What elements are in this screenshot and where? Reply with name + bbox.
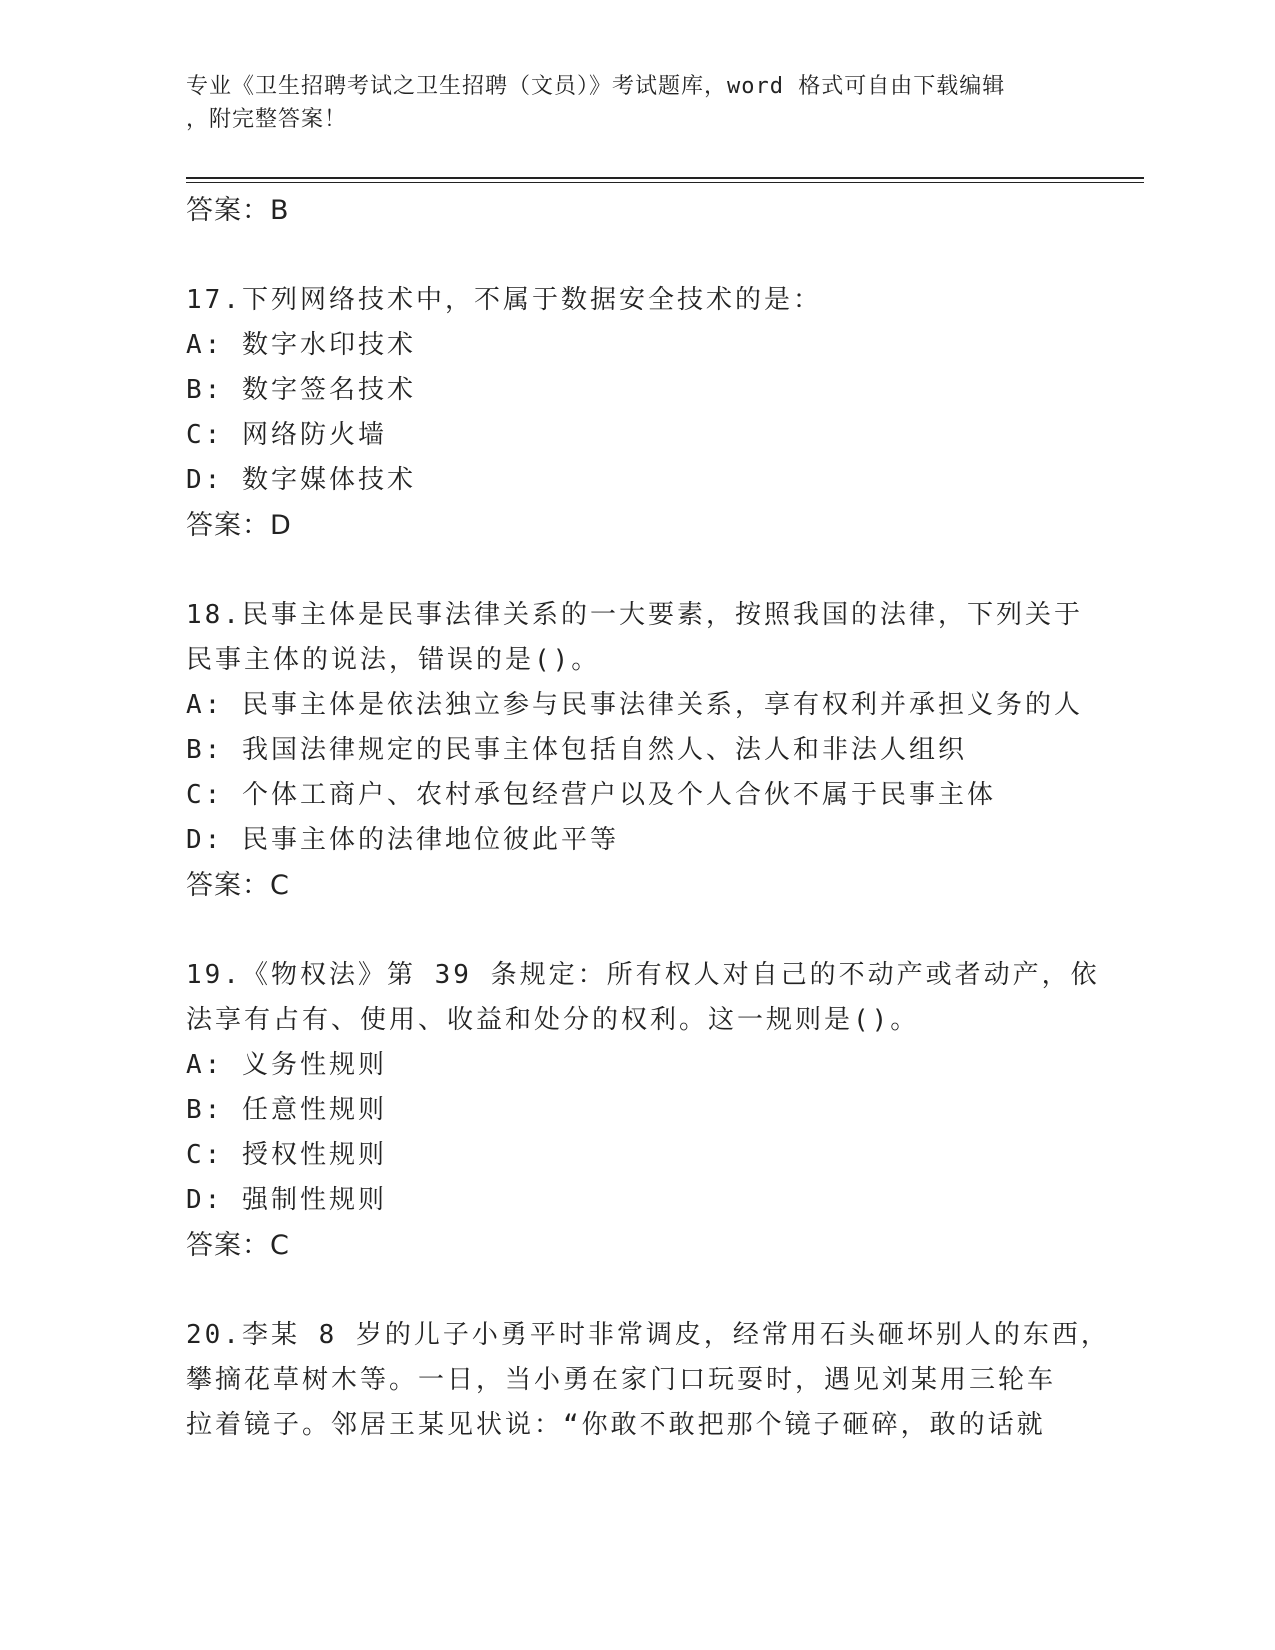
header-rule-thin	[186, 182, 1144, 183]
option-c: C: 个体工商户、农村承包经营户以及个人合伙不属于民事主体	[186, 780, 996, 810]
header-line-2: ，附完整答案！	[186, 107, 348, 132]
header-rule-thick	[186, 177, 1144, 179]
answer-line: 答案：D	[186, 510, 292, 541]
question-stem-line: 18.民事主体是民事法律关系的一大要素，按照我国的法律，下列关于	[186, 600, 1083, 630]
spacer	[186, 233, 1086, 278]
option-b: B: 数字签名技术	[186, 375, 416, 405]
option-d: D: 民事主体的法律地位彼此平等	[186, 825, 619, 855]
option-d: D: 数字媒体技术	[186, 465, 416, 495]
question-stem-line: 法享有占有、使用、收益和处分的权利。这一规则是()。	[186, 1005, 920, 1035]
answer-line: 答案：C	[186, 1230, 290, 1261]
option-c: C: 授权性规则	[186, 1140, 387, 1170]
option-c: C: 网络防火墙	[186, 420, 387, 450]
question-list	[186, 188, 1110, 1448]
question-stem-line: 19.《物权法》第 39 条规定：所有权人对自己的不动产或者动产，依	[186, 960, 1100, 990]
option-d: D: 强制性规则	[186, 1185, 387, 1215]
option-a: A: 义务性规则	[186, 1050, 387, 1080]
option-b: B: 我国法律规定的民事主体包括自然人、法人和非法人组织	[186, 735, 967, 765]
spacer	[186, 548, 1086, 593]
spacer	[186, 1268, 1086, 1313]
question-stem-line: 17.下列网络技术中，不属于数据安全技术的是：	[186, 285, 822, 315]
option-a: A: 民事主体是依法独立参与民事法律关系，享有权利并承担义务的人	[186, 690, 1083, 720]
document-header	[186, 70, 1086, 136]
question-stem-line: 攀摘花草树木等。一日，当小勇在家门口玩耍时，遇见刘某用三轮车	[186, 1365, 1057, 1395]
option-b: B: 任意性规则	[186, 1095, 387, 1125]
option-a: A: 数字水印技术	[186, 330, 416, 360]
header-line-1: 专业《卫生招聘考试之卫生招聘（文员）》考试题库，word 格式可自由下载编辑	[186, 74, 1006, 99]
question-17	[186, 278, 1086, 548]
answer-line: 答案：B	[186, 195, 290, 226]
question-18	[186, 593, 1086, 908]
question-stem-line: 民事主体的说法，错误的是()。	[186, 645, 601, 675]
question-19	[186, 953, 1100, 1268]
spacer	[186, 908, 1086, 953]
question-stem-line: 拉着镜子。邻居王某见状说：“你敢不敢把那个镜子砸碎，敢的话就	[186, 1410, 1046, 1440]
answer-line: 答案：C	[186, 870, 290, 901]
question-stem-line: 20.李某 8 岁的儿子小勇平时非常调皮，经常用石头砸坏别人的东西，	[186, 1320, 1110, 1350]
question-20	[186, 1313, 1110, 1448]
